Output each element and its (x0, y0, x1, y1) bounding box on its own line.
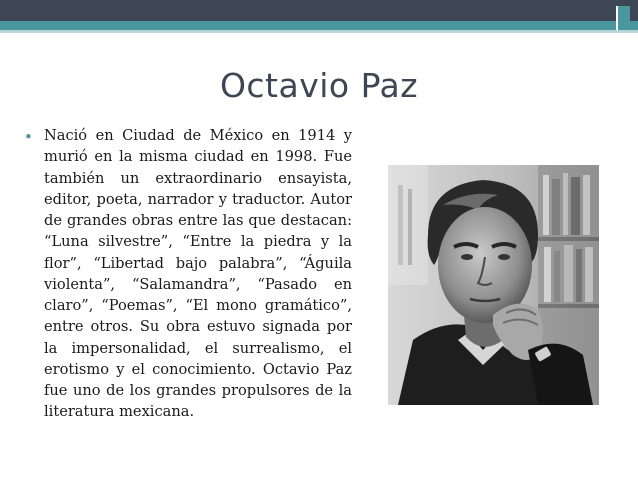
portrait-illustration (388, 165, 599, 405)
header-bar-dark (0, 0, 638, 21)
bullet-marker: • (24, 128, 33, 146)
bullet-text: Nació en Ciudad de México en 1914 y murió en la misma ciudad en 1998. Fue también un extraordinario ensayista, editor, poeta, narrador y traductor. Autor de grandes obras entre las que destacan: “Luna silvestre”, “Entre la piedra y la flor”, “Libertad bajo palabra”, “Águila violenta”, “Salamandra”, “Pasado en claro”, “Poemas”, “El mono gramático”, entre otros. Su obra estuvo signada por la impersonalidad, el surrealismo, el erotismo y el conocimiento. Octavio Paz fue uno de los grandes propulsores de la literatura mexicana. (44, 127, 352, 421)
portrait-photo (388, 165, 599, 405)
header-bar-accent-light (0, 30, 638, 33)
slide-title: Octavio Paz (219, 66, 419, 105)
header-bar-accent (0, 21, 638, 30)
header-corner-decoration (616, 6, 630, 30)
